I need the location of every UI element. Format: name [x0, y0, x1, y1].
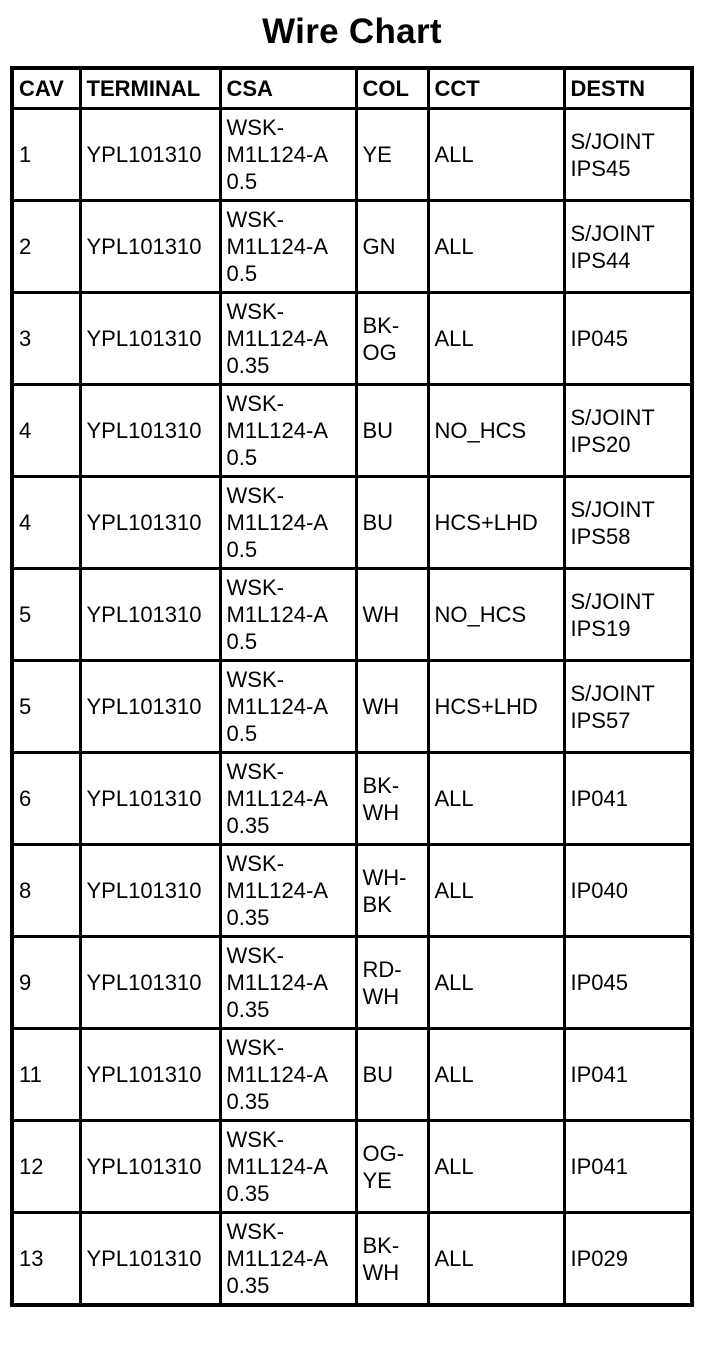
- table-row: [12, 753, 692, 845]
- cell-destn: IP045: [564, 293, 692, 385]
- cell-csa: WSK- M1L124-A 0.5: [220, 569, 356, 661]
- column-header-cct: CCT: [428, 68, 564, 109]
- header-row: [12, 68, 692, 109]
- cell-terminal: YPL101310: [80, 661, 220, 753]
- cell-cav: 3: [12, 293, 80, 385]
- table-row: [12, 1121, 692, 1213]
- cell-terminal: YPL101310: [80, 477, 220, 569]
- cell-cav: 9: [12, 937, 80, 1029]
- cell-cav: 6: [12, 753, 80, 845]
- cell-destn: IP029: [564, 1213, 692, 1306]
- cell-csa: WSK- M1L124-A 0.5: [220, 477, 356, 569]
- cell-cct: ALL: [428, 1121, 564, 1213]
- cell-cct: ALL: [428, 1213, 564, 1306]
- cell-terminal: YPL101310: [80, 293, 220, 385]
- cell-csa: WSK- M1L124-A 0.35: [220, 1029, 356, 1121]
- cell-terminal: YPL101310: [80, 201, 220, 293]
- cell-cav: 8: [12, 845, 80, 937]
- cell-col: OG- YE: [356, 1121, 428, 1213]
- wire-chart-table: [10, 66, 694, 1307]
- cell-destn: IP041: [564, 1121, 692, 1213]
- cell-terminal: YPL101310: [80, 845, 220, 937]
- cell-col: BU: [356, 1029, 428, 1121]
- cell-terminal: YPL101310: [80, 937, 220, 1029]
- cell-cct: NO_HCS: [428, 385, 564, 477]
- table-row: [12, 293, 692, 385]
- cell-csa: WSK- M1L124-A 0.35: [220, 293, 356, 385]
- cell-col: BK- WH: [356, 1213, 428, 1306]
- cell-col: BU: [356, 385, 428, 477]
- cell-destn: S/JOINT IPS45: [564, 109, 692, 201]
- cell-terminal: YPL101310: [80, 1029, 220, 1121]
- cell-csa: WSK- M1L124-A 0.35: [220, 753, 356, 845]
- column-header-destn: DESTN: [564, 68, 692, 109]
- cell-csa: WSK- M1L124-A 0.5: [220, 385, 356, 477]
- cell-cct: ALL: [428, 1029, 564, 1121]
- cell-terminal: YPL101310: [80, 109, 220, 201]
- table-row: [12, 845, 692, 937]
- table-row: [12, 1213, 692, 1306]
- cell-terminal: YPL101310: [80, 753, 220, 845]
- cell-col: RD- WH: [356, 937, 428, 1029]
- table-row: [12, 569, 692, 661]
- cell-cct: HCS+LHD: [428, 661, 564, 753]
- cell-cav: 5: [12, 661, 80, 753]
- column-header-cav: CAV: [12, 68, 80, 109]
- cell-cav: 5: [12, 569, 80, 661]
- cell-cct: ALL: [428, 201, 564, 293]
- cell-cav: 1: [12, 109, 80, 201]
- cell-destn: IP041: [564, 1029, 692, 1121]
- cell-cct: NO_HCS: [428, 569, 564, 661]
- cell-cav: 11: [12, 1029, 80, 1121]
- column-header-col: COL: [356, 68, 428, 109]
- cell-destn: S/JOINT IPS57: [564, 661, 692, 753]
- cell-cav: 13: [12, 1213, 80, 1306]
- cell-destn: S/JOINT IPS19: [564, 569, 692, 661]
- cell-cct: ALL: [428, 293, 564, 385]
- cell-cct: ALL: [428, 845, 564, 937]
- cell-cct: HCS+LHD: [428, 477, 564, 569]
- cell-csa: WSK- M1L124-A 0.5: [220, 109, 356, 201]
- cell-terminal: YPL101310: [80, 1121, 220, 1213]
- cell-col: WH- BK: [356, 845, 428, 937]
- cell-csa: WSK- M1L124-A 0.5: [220, 661, 356, 753]
- cell-csa: WSK- M1L124-A 0.35: [220, 1213, 356, 1306]
- table-row: [12, 109, 692, 201]
- cell-col: YE: [356, 109, 428, 201]
- cell-csa: WSK- M1L124-A 0.5: [220, 201, 356, 293]
- cell-destn: IP040: [564, 845, 692, 937]
- cell-cct: ALL: [428, 753, 564, 845]
- column-header-csa: CSA: [220, 68, 356, 109]
- cell-csa: WSK- M1L124-A 0.35: [220, 1121, 356, 1213]
- table-row: [12, 661, 692, 753]
- cell-col: GN: [356, 201, 428, 293]
- cell-csa: WSK- M1L124-A 0.35: [220, 937, 356, 1029]
- table-header: [12, 68, 692, 109]
- cell-destn: IP041: [564, 753, 692, 845]
- cell-col: WH: [356, 661, 428, 753]
- cell-destn: S/JOINT IPS44: [564, 201, 692, 293]
- column-header-terminal: TERMINAL: [80, 68, 220, 109]
- cell-terminal: YPL101310: [80, 569, 220, 661]
- table-row: [12, 937, 692, 1029]
- table-row: [12, 385, 692, 477]
- cell-cct: ALL: [428, 937, 564, 1029]
- cell-cav: 12: [12, 1121, 80, 1213]
- cell-cav: 2: [12, 201, 80, 293]
- cell-col: WH: [356, 569, 428, 661]
- page-title: Wire Chart: [262, 12, 442, 51]
- cell-col: BU: [356, 477, 428, 569]
- table-row: [12, 201, 692, 293]
- table-row: [12, 1029, 692, 1121]
- cell-terminal: YPL101310: [80, 385, 220, 477]
- cell-destn: IP045: [564, 937, 692, 1029]
- cell-col: BK- WH: [356, 753, 428, 845]
- cell-col: BK- OG: [356, 293, 428, 385]
- table-body: [12, 109, 692, 1306]
- cell-terminal: YPL101310: [80, 1213, 220, 1306]
- cell-cav: 4: [12, 385, 80, 477]
- table-row: [12, 477, 692, 569]
- cell-cav: 4: [12, 477, 80, 569]
- cell-destn: S/JOINT IPS58: [564, 477, 692, 569]
- cell-csa: WSK- M1L124-A 0.35: [220, 845, 356, 937]
- cell-destn: S/JOINT IPS20: [564, 385, 692, 477]
- cell-cct: ALL: [428, 109, 564, 201]
